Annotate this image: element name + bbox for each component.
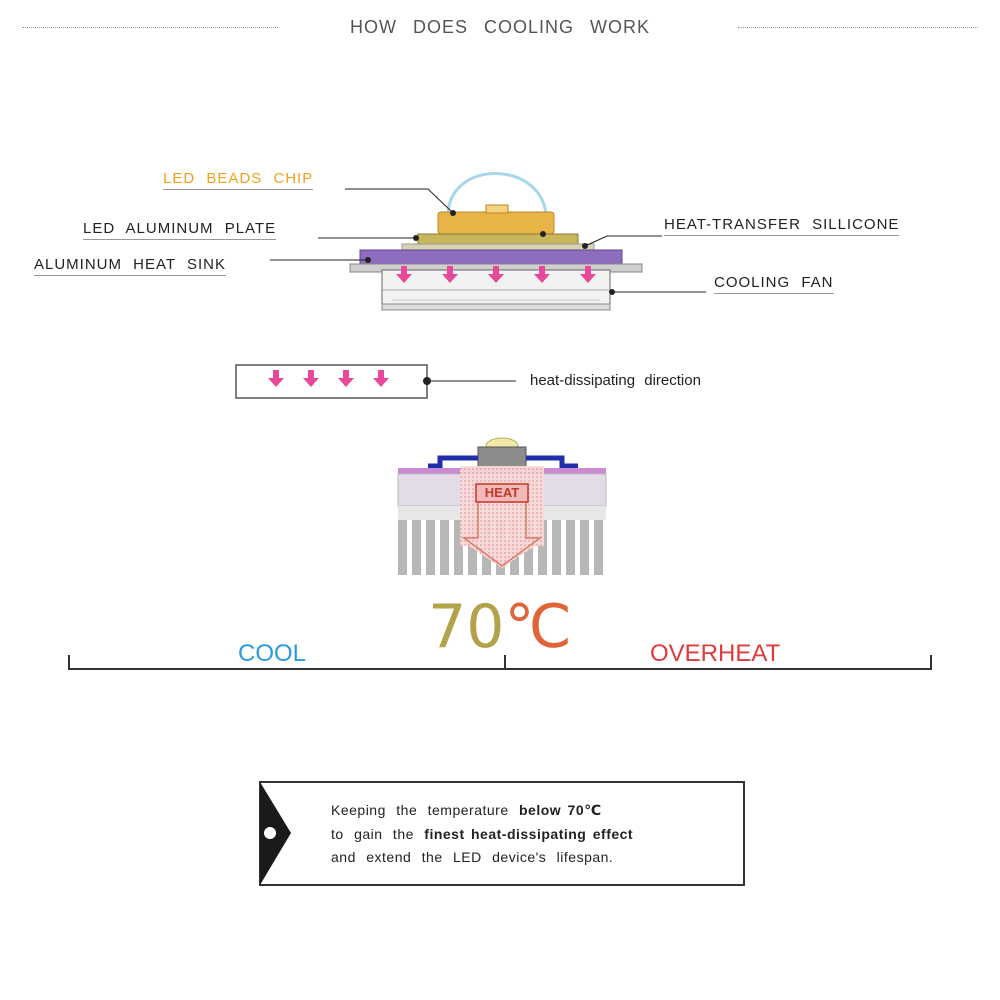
note-line-1-bold: below 70℃ — [519, 802, 602, 818]
note-line-3: and extend the LED device's lifespan. — [331, 849, 614, 865]
label-led-aluminum-plate: LED ALUMINUM PLATE — [83, 220, 276, 240]
temperature-number: 70 — [428, 592, 505, 662]
heat-label: HEAT — [484, 485, 520, 500]
page-title: HOW DOES COOLING WORK — [349, 17, 650, 37]
label-aluminum-heat-sink: ALUMINUM HEAT SINK — [34, 256, 226, 276]
led-chip — [438, 212, 554, 234]
note-line-2 — [331, 826, 633, 842]
note-line-1 — [331, 802, 602, 819]
note-line-2-text: to gain the — [331, 826, 414, 842]
note-line-2-bold: finest heat-dissipating effect — [424, 826, 634, 842]
note-line-1-text: Keeping the temperature — [331, 802, 509, 818]
legend-label: heat-dissipating direction — [530, 372, 701, 389]
heat-flow-illustration — [398, 438, 606, 575]
label-heat-transfer-silicone: HEAT-TRANSFER SILLICONE — [664, 216, 899, 236]
led-assembly-illustration — [270, 174, 706, 311]
overheat-label: OVERHEAT — [650, 640, 781, 667]
label-led-beads-chip: LED BEADS CHIP — [163, 170, 313, 190]
cool-label: COOL — [238, 640, 307, 667]
label-cooling-fan: COOLING FAN — [714, 274, 834, 294]
temperature-unit: ℃ — [504, 592, 572, 662]
heat-direction-legend — [236, 365, 516, 398]
temperature-value — [0, 592, 1000, 662]
